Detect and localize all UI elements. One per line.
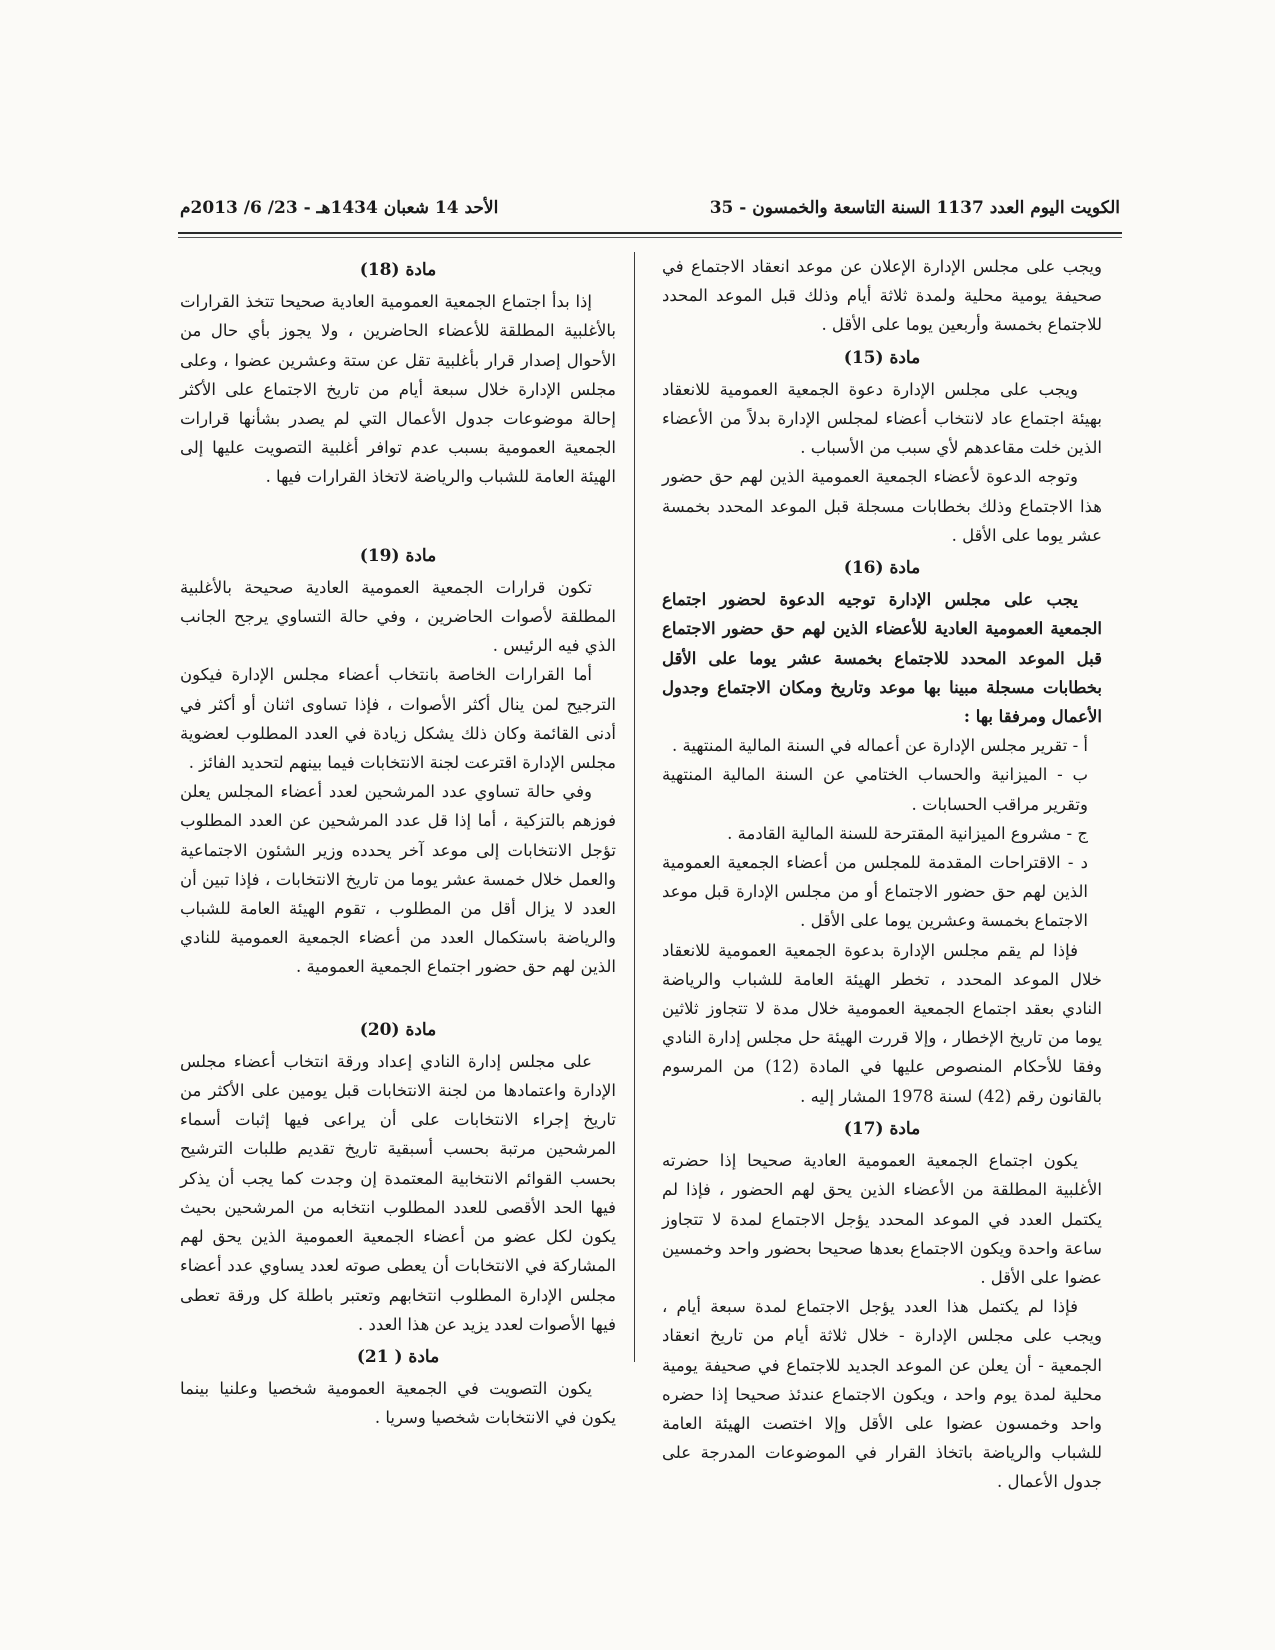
article-17-paragraph: يكون اجتماع الجمعية العمومية العادية صحيحا إذا حضرته الأغلبية المطلقة من الأعضاء الذين يحق لهم الحضور ، فإذا لم يكتمل العدد في الموعد المحدد يؤجل الاجتماع لمدة لا تتجاوز ساعة واحدة ويكون الاجتماع بعدها صحيحا بحضور واحد وخمسين عضوا على الأقل . xyxy=(662,1151,1102,1287)
article-16-item-b: ب - الميزانية والحساب الختامي عن السنة المالية المنتهية وتقرير مراقب الحسابات . xyxy=(662,765,1088,814)
article-21-paragraph: يكون التصويت في الجمعية العمومية شخصيا وعلنيا بينما يكون في الانتخابات شخصيا وسريا . xyxy=(180,1379,616,1428)
article-18-title: مادة (18) xyxy=(359,260,437,280)
article-17-paragraph: فإذا لم يكتمل هذا العدد يؤجل الاجتماع لمدة سبعة أيام ، ويجب على مجلس الإدارة - خلال ثلاثة أيام من تاريخ انعقاد الجمعية - أن يعلن عن الموعد الجديد للاجتماع في صحيفة يومية محلية لمدة يوم واحد ، ويكون الاجتماع عندئذ صحيحا إذا حضره واحد وخمسون عضوا على الأقل وإلا اختصت الهيئة العامة للشباب والرياضة باتخاذ القرار في الموضوعات المدرجة على جدول الأعمال . xyxy=(662,1297,1102,1492)
article-15-paragraph: ويجب على مجلس الإدارة دعوة الجمعية العمومية للانعقاد بهيئة اجتماع عاد لانتخاب أعضاء لمجلس الإدارة بدلاً من الأعضاء الذين خلت مقاعدهم لأي سبب من الأسباب . xyxy=(662,379,1102,458)
article-15-title: مادة (15) xyxy=(843,347,921,368)
page-header xyxy=(180,198,1120,234)
header-rule-thin xyxy=(178,237,1122,238)
article-19-paragraph: وفي حالة تساوي عدد المرشحين لعدد أعضاء المجلس يعلن فوزهم بالتزكية ، أما إذا قل عدد المرشحين عن العدد المطلوب تؤجل الانتخابات إلى موعد آخر يحدده وزير الشئون الاجتماعية والعمل خلال خمسة عشر يوما من تاريخ الانتخابات ، فإذا تبين أن العدد لا يزال أقل من المطلوب ، تقوم الهيئة العامة للشباب والرياضة باستكمال العدد من أعضاء الجمعية العمومية للنادي الذين لهم حق حضور اجتماع الجمعية العمومية . xyxy=(180,782,616,977)
article-18-paragraph: إذا بدأ اجتماع الجمعية العمومية العادية صحيحا تتخذ القرارات بالأغلبية المطلقة للأعضاء الحاضرين ، ولا يجوز بأي حال من الأحوال إصدار قرار بأغلبية تقل عن ستة وعشرين عضوا ، وعلى مجلس الإدارة خلال سبعة أيام من تاريخ الاجتماع على الأكثر إحالة موضوعات جدول الأعمال التي لم يصدر بشأنها قرارات الجمعية العمومية بسبب عدم توافر أغلبية التصويت عليها إلى الهيئة العامة للشباب والرياضة لاتخاذ القرارات فيها . xyxy=(180,292,616,487)
article-16-item-c: ج - مشروع الميزانية المقترحة للسنة المالية القادمة . xyxy=(727,823,1088,843)
article-21-title: مادة ( 21) xyxy=(356,1346,440,1367)
article-16-title: مادة (16) xyxy=(843,558,921,579)
article-14-continuation: ويجب على مجلس الإدارة الإعلان عن موعد انعقاد الاجتماع في صحيفة يومية محلية ولمدة ثلاثة أيام وذلك قبل الموعد المحدد للاجتماع بخمسة وأربعين يوما على الأقل . xyxy=(662,257,1102,335)
article-16-item-a: أ - تقرير مجلس الإدارة عن أعماله في السنة المالية المنتهية . xyxy=(671,736,1088,756)
article-19-paragraph: تكون قرارات الجمعية العمومية العادية صحيحة بالأغلبية المطلقة لأصوات الحاضرين ، وفي حالة التساوي يرجح الجانب الذي فيه الرئيس . xyxy=(180,577,616,656)
article-20-paragraph: على مجلس إدارة النادي إعداد ورقة انتخاب أعضاء مجلس الإدارة واعتمادها من لجنة الانتخابات قبل يومين على الأكثر من تاريخ إجراء الانتخابات على أن يراعى فيها إثبات أسماء المرشحين مرتبة بحسب أسبقية تاريخ تقديم طلبات الترشيح بحسب القوائم الانتخابية المعتمدة إن وجدت كما يجب أن يذكر فيها الحد الأقصى للعدد المطلوب انتخابه من المرشحين بحيث يكون لكل عضو من أعضاء الجمعية العمومية الذين يحق لهم المشاركة في الانتخابات أن يعطى صوته لعدد يساوي عدد أعضاء مجلس الإدارة المطلوب انتخابهم وتعتبر باطلة كل ورقة تعطى فيها الأصوات لعدد يزيد عن هذا العدد . xyxy=(180,1051,616,1334)
right-column xyxy=(662,252,1102,1492)
article-17-title: مادة (17) xyxy=(843,1118,921,1139)
article-16-item-d: د - الاقتراحات المقدمة للمجلس من أعضاء الجمعية العمومية الذين لهم حق حضور الاجتماع أو من مجلس الإدارة قبل موعد الاجتماع بخمسة وعشرين يوما على الأقل . xyxy=(662,853,1088,931)
header-rule xyxy=(178,232,1122,234)
article-19-paragraph: أما القرارات الخاصة بانتخاب أعضاء مجلس الإدارة فيكون الترجيح لمن ينال أكثر الأصوات ، فإذا تساوى اثنان أو أكثر في أدنى القائمة وكان ذلك يشكل زيادة في العدد المطلوب لعضوية مجلس الإدارة اقترعت لجنة الانتخابات فيما بينهم لتحديد الفائز . xyxy=(180,665,616,773)
article-16-paragraph: فإذا لم يقم مجلس الإدارة بدعوة الجمعية العمومية للانعقاد خلال الموعد المحدد ، تخطر الهيئة العامة للشباب والرياضة النادي بعقد اجتماع الجمعية العمومية خلال مدة لا تتجاوز ثلاثين يوما من تاريخ الإخطار ، وإلا قررت الهيئة حل مجلس إدارة النادي وفقا للأحكام المنصوص عليها في المادة (12) من المرسوم بالقانون رقم (42) لسنة 1978 المشار إليه . xyxy=(662,940,1102,1106)
article-20-title: مادة (20) xyxy=(359,1019,437,1040)
left-column xyxy=(180,252,616,1428)
article-19-title: مادة (19) xyxy=(359,545,437,566)
article-15-paragraph: وتوجه الدعوة لأعضاء الجمعية العمومية الذين لهم حق حضور هذا الاجتماع وذلك بخطابات مسجلة قبل الموعد المحدد بخمسة عشر يوما على الأقل . xyxy=(662,467,1102,545)
column-divider xyxy=(634,252,635,1362)
gazette-issue-info: الكويت اليوم العدد 1137 السنة التاسعة والخمسون - 35 xyxy=(709,198,1120,218)
issue-date: الأحد 14 شعبان 1434هـ - 23/ 6/ 2013م xyxy=(180,198,499,218)
article-16-paragraph: يجب على مجلس الإدارة توجيه الدعوة لحضور اجتماع الجمعية العمومية العادية للأعضاء الذين لهم حق حضور الاجتماع قبل الموعد المحدد للاجتماع بخمسة عشر يوما على الأقل بخطابات مسجلة مبينا بها موعد وتاريخ ومكان الاجتماع وجدول الأعمال ومرفقا بها : xyxy=(662,590,1102,727)
